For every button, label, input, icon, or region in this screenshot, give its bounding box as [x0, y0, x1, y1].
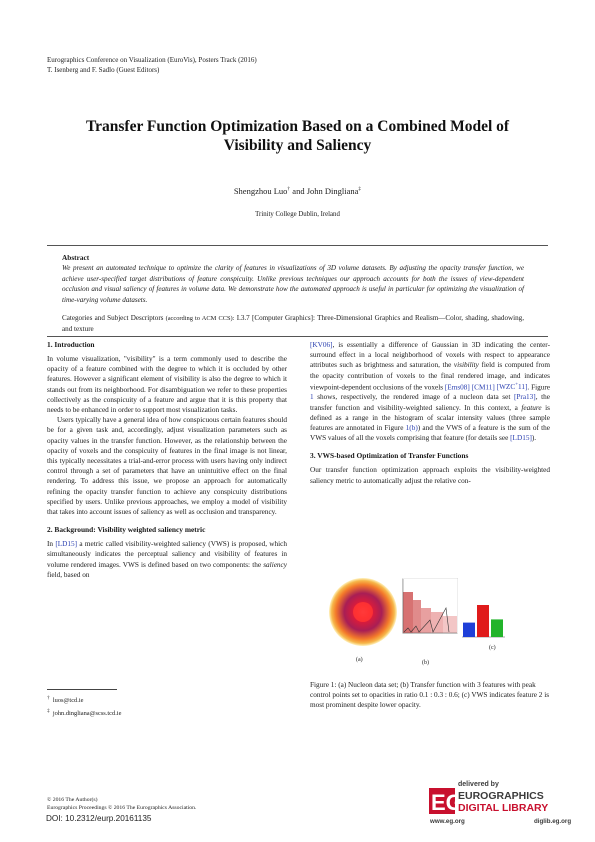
copyright-line-1: © 2016 The Author(s)	[47, 797, 98, 803]
transfer-function-plot	[402, 578, 458, 634]
footnote-rule	[47, 689, 117, 690]
categories-text: I.3.7 [Computer Graphics]: Three-Dimensional Graphics and Realism—Color, shading, shadowing, and texture	[62, 314, 524, 334]
rp-text-g: ) and the VWS of a feature is the sum of the VWS values of all the voxels comprising that feature (for details see	[310, 424, 550, 443]
citation-wzc11[interactable]	[497, 383, 528, 391]
categories-lead: Categories and Subject Descriptors	[62, 314, 164, 322]
header-editors: T. Isenberg and F. Sadlo (Guest Editors)	[47, 65, 160, 74]
figure-label-c: (c)	[489, 645, 496, 651]
figure-1b-transfer-function	[402, 578, 458, 634]
categories	[62, 313, 524, 335]
eurographics-digital-library-logo[interactable]	[428, 776, 575, 826]
eg-delivered-by: delivered by	[458, 781, 499, 788]
rp-text-b: field is computed from the opacity contribution of voxels to the final rendered image, and indicates viewpoint-dependent occlusions of the voxels	[310, 361, 550, 392]
citation-pra13[interactable]: [Pra13]	[513, 393, 536, 402]
section-3-paragraph-1: Our transfer function optimization approach exploits the visibility-weighted saliency metric to automatically adjust the relative con-	[310, 466, 550, 485]
copyright-line-2: Eurographics Proceedings © 2016 The Eurographics Association.	[47, 805, 197, 811]
citation-cm11[interactable]: [CM11]	[471, 383, 495, 392]
footnote-2	[47, 706, 121, 719]
abstract-top-rule	[47, 245, 548, 246]
wzc-part-2: 11]	[518, 383, 528, 392]
eg-url-2: diglib.eg.org	[534, 818, 572, 825]
abstract-heading: Abstract	[62, 253, 90, 262]
figure-label-b: (b)	[422, 660, 429, 666]
abstract-text: We present an automated technique to optimize the clarity of features in visualizations of 3D volume datasets. By adjusting the opacity transfer function, we achieve user-specified target distributions of feature conspicuity. Unlike previous techniques our approach accounts for both the issues of view-dependent occlusion and visual saliency of features in volume data. We demonstrate how the automated approach is useful in particular for optimizing the visualization of time-varying volume datasets.	[62, 264, 524, 304]
rp-text-a: , is essentially a difference of Gaussian in 3D indicating the center-surround effect in a local neighborhood of voxels with respect to appearance attributes such as brightness and saturation, the	[310, 341, 550, 370]
section-3-heading: 3. VWS-based Optimization of Transfer Functions	[310, 451, 469, 461]
s2-text-pre: In	[47, 540, 56, 549]
rp-text-h: ).	[531, 434, 537, 443]
citation-kv06[interactable]: [KV06]	[310, 341, 333, 349]
citation-ld15-b[interactable]: [LD15]	[510, 434, 532, 443]
figure-1b-ref[interactable]: 1(b)	[405, 424, 418, 433]
figure-label-a: (a)	[356, 657, 363, 663]
paper-title	[40, 117, 555, 155]
right-paragraph-1	[310, 340, 550, 443]
footnote-1	[47, 693, 121, 706]
abstract	[62, 253, 524, 305]
left-column	[47, 340, 287, 580]
rp-text-e: , the transfer function and visibility-weighted saliency. In this context, a	[310, 393, 551, 412]
em-feature: feature	[521, 403, 542, 412]
running-header	[47, 56, 257, 75]
figure-1-caption: Figure 1: (a) Nucleon data set; (b) Transfer function with 3 features with peak control points set to opacities in ratio 0.1 : 0.3 : 0.6; (c) VWS indicates feature 2 is most prominent despite lower opacity.	[310, 681, 550, 710]
categories-lead-small: (according to ACM CCS):	[163, 315, 235, 322]
eg-logo-graphic	[428, 776, 575, 826]
abstract-bottom-rule	[47, 336, 548, 337]
citation-ems08[interactable]: [Ems08]	[444, 383, 470, 392]
section-1-heading: 1. Introduction	[47, 340, 95, 349]
eg-logo-letters: EG	[431, 790, 463, 815]
section-1-paragraph-1: In volume visualization, "visibility" is a term commonly used to describe the opacity of a feature combined with the degree to which it is occluded by other features. However a significant element of visibility is also the degree to which it stands out from its neighborhood. For disambiguation we refer to these properties collectively as the conspicuity of a feature and argue that it is this property that needs to be enhanced in order to support most visualization tasks.	[47, 355, 287, 415]
s2-em-saliency: saliency	[263, 560, 287, 569]
section-2-heading: 2. Background: Visibility weighted saliency metric	[47, 525, 206, 535]
right-column	[310, 340, 550, 486]
footnote-2-email[interactable]: john.dingliana@scss.tcd.ie	[52, 710, 122, 718]
author-1: Shengzhou Luo	[233, 186, 288, 196]
em-visibility: visibility	[453, 361, 479, 370]
figure-1a-nucleon-image	[328, 577, 398, 647]
rp-text-f: is defined as a range in the histogram of scalar intensity values (three sample features are annotated in Figure	[310, 403, 550, 433]
eg-url-1: www.eg.org	[430, 818, 465, 825]
figure-1c-vws-bars	[460, 602, 506, 638]
eg-name-line-1: EUROGRAPHICS	[458, 790, 544, 802]
title-line-1: Transfer Function Optimization Based on a Combined Model of	[85, 118, 510, 135]
figure-1-ref[interactable]: 1	[310, 393, 314, 402]
s2-text-post: field, based on	[47, 570, 90, 579]
vws-bar-feature-1	[463, 623, 475, 637]
nucleon-render	[328, 577, 398, 647]
doi[interactable]: DOI: 10.2312/eurp.20161135	[46, 814, 152, 823]
eg-name-line-2: DIGITAL LIBRARY	[458, 802, 549, 814]
header-conference: Eurographics Conference on Visualization (EuroVis), Posters Track (2016)	[47, 56, 257, 64]
wzc-part-1: [WZC	[496, 383, 516, 392]
section-2-paragraph-1	[47, 539, 287, 580]
citation-ld15[interactable]: [LD15]	[55, 540, 78, 549]
author-2: John Dingliana	[306, 186, 359, 196]
footnote-1-email[interactable]: luos@tcd.ie	[52, 697, 84, 705]
rp-text-d: shows, respectively, the rendered image of a nucleon data set	[313, 393, 514, 402]
affiliation: Trinity College Dublin, Ireland	[255, 211, 340, 218]
title-line-2: Visibility and Saliency	[223, 137, 372, 154]
footnote-2-mark: ‡	[47, 708, 50, 715]
author-2-mark: ‡	[358, 186, 362, 193]
vws-bar-feature-2	[477, 605, 489, 637]
author-1-mark: †	[287, 186, 291, 193]
author-conj: and	[290, 186, 307, 196]
footnotes	[47, 693, 121, 719]
s2-text-mid: a metric called visibility-weighted saliency (VWS) is proposed, which simultaneously indicates the perceptual saliency and visibility of features in volume rendered images. VWS is defined based on two components: the	[47, 540, 288, 569]
section-1-paragraph-2: Users typically have a general idea of how conspicuous certain features should be for a given task and, accordingly, adjust visualization parameters such as opacity values in the transfer function. However, as the relationship between the opacity of voxels and the conspicuity of features in the final image is not linear, this typically necessitates a trial-and-error process with users having only indirect control through a set of parameters that have an unintuitive effect on the final rendering. To address this issue, we propose an approach for automatically refining the opacity transfer function to achieve any conspicuity distributions specified by users. Unlike previous approaches, we employ a model of visibility that takes into account issues of saliency as well as occlusion and transparency.	[47, 416, 287, 517]
vws-bar-chart	[460, 602, 506, 638]
authors	[0, 186, 595, 196]
vws-bar-feature-3	[491, 619, 503, 637]
footnote-1-mark: †	[47, 695, 50, 701]
wzc-sup: +	[515, 382, 519, 388]
copyright	[47, 796, 196, 812]
rp-text-c: . Figure	[527, 383, 551, 392]
